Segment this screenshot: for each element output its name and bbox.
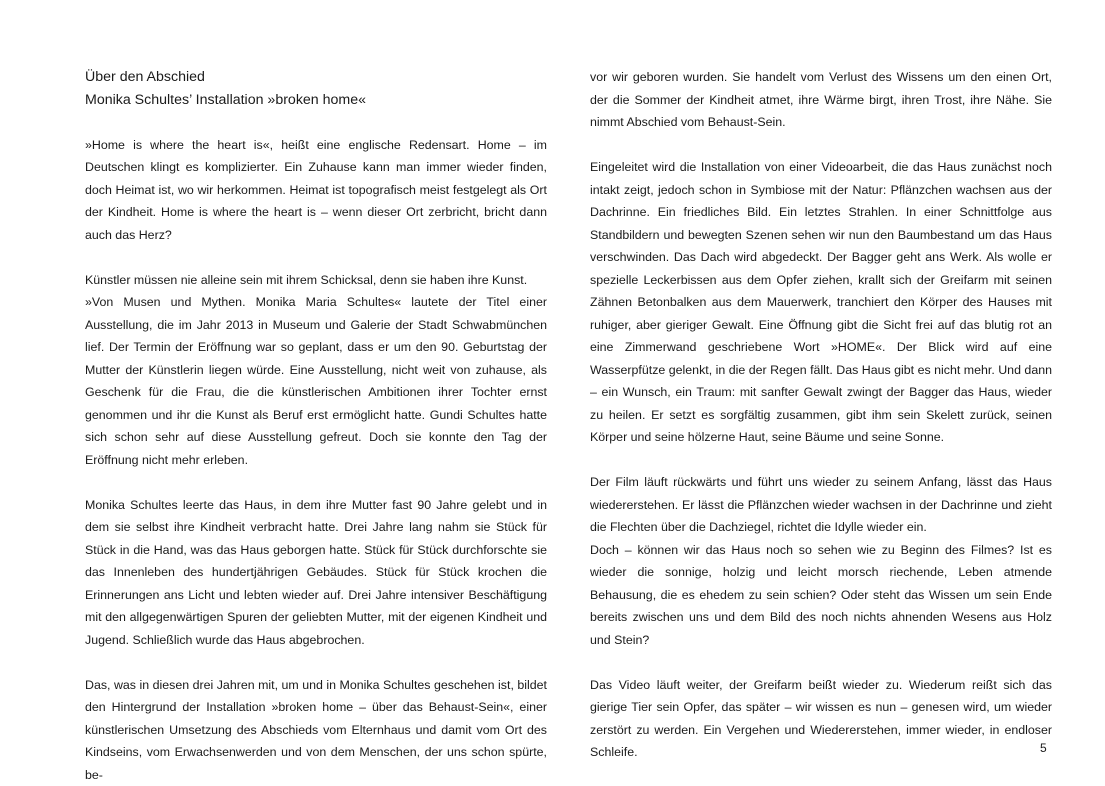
paragraph-verlust: vor wir geboren wurden. Sie handelt vom Verlust des Wissens um den einen Ort, der die Sommer der Kindheit atmet, ihre Wärme birgt, ihren Trost, ihre Nähe. Sie nimmt Abschied vom Behaust-Sein. [590,66,1052,134]
paragraph-frage: Doch – können wir das Haus noch so sehen wie zu Beginn des Filmes? Ist es wieder die sonnige, holzig und leicht morsch riechende, Leben atmende Behausung, die es ehedem zu sein schien? Oder steht das Wissen um sein Ende bereits zwischen uns und dem Bild des noch nichts ahnenden Wesens aus Holz und Stein? [590,539,1052,652]
right-column [590,66,1052,764]
paragraph-home-redensart: »Home is where the heart is«, heißt eine englische Redensart. Home – im Deutschen klingt es komplizierter. Ein Zuhause kann man immer wieder finden, doch Heimat ist, wo wir herkommen. Heimat ist topografisch meist festgelegt als Ort der Kindheit. Home is where the heart is – wenn dieser Ort zerbricht, bricht dann auch das Herz? [85,134,547,247]
paragraph-kuenstler: Künstler müssen nie alleine sein mit ihrem Schicksal, denn sie haben ihre Kunst. [85,269,547,292]
paragraph-haus-leeren: Monika Schultes leerte das Haus, in dem ihre Mutter fast 90 Jahre gelebt und in dem sie selbst ihre Kindheit verbracht hatte. Drei Jahre lang nahm sie Stück für Stück in die Hand, was das Haus geborgen hatte. Stück für Stück durchforschte sie das Innenleben des hundertjährigen Gebäudes. Stück für Stück krochen die Erinnerungen ans Licht und lebten wieder auf. Drei Jahre intensiver Beschäftigung mit den allgegenwärtigen Spuren der geliebten Mutter, mit der eigenen Kindheit und Jugend. Schließlich wurde das Haus abgebrochen. [85,494,547,652]
paragraph-videoarbeit: Eingeleitet wird die Installation von einer Videoarbeit, die das Haus zunächst noch intakt zeigt, jedoch schon in Symbiose mit der Natur: Pflänzchen wachsen aus der Dachrinne. Ein friedliches Bild. Ein letztes Strahlen. In einer Schnittfolge aus Standbildern und bewegten Szenen sehen wir nun den Baumbestand um das Haus verschwinden. Das Dach wird abgedeckt. Der Bagger geht ans Werk. Als wolle er spezielle Leckerbissen aus dem Opfer ziehen, krallt sich der Greifarm mit seinen Zähnen Betonbalken aus dem Mauerwerk, tranchiert den Körper des Hauses mit ruhiger, aber gieriger Gewalt. Eine Öffnung gibt die Sicht frei auf das blutig rot an eine Zimmerwand geschriebene Wort »HOME«. Der Blick wird auf eine Wasserpfütze gelenkt, in die der Regen fällt. Das Haus gibt es nicht mehr. Und dann – ein Wunsch, ein Traum: mit sanfter Gewalt zwingt der Bagger das Haus, wieder zu heilen. Er setzt es sorgfältig zusammen, gibt ihm sein Skelett zurück, seinen Körper und seine hölzerne Haut, seine Bäume und seine Sonne. [590,156,1052,449]
heading-title: Über den Abschied [85,66,547,89]
page-number: 5 [1040,738,1047,758]
article-heading [85,66,547,111]
paragraph-film-rueckwaerts: Der Film läuft rückwärts und führt uns wieder zu seinem Anfang, lässt das Haus wiedererstehen. Er lässt die Pflänzchen wieder wachsen in der Dachrinne und zieht die Flechten über die Dachziegel, richtet die Idylle wieder ein. [590,471,1052,539]
paragraph-ausstellung: »Von Musen und Mythen. Monika Maria Schultes« lautete der Titel einer Ausstellung, die im Jahr 2013 in Museum und Galerie der Stadt Schwabmünchen lief. Der Termin der Eröffnung war so geplant, dass er um den 90. Geburtstag der Mutter der Künstlerin liegen würde. Eine Ausstellung, nicht weit von zuhause, als Geschenk für die Frau, die die künstlerischen Ambitionen ihrer Tochter ernst genommen und ihr die Kunst als Beruf erst ermöglicht hatte. Gundi Schultes hatte sich schon sehr auf diese Ausstellung gefreut. Doch sie konnte den Tag der Eröffnung nicht mehr erleben. [85,291,547,471]
heading-subtitle: Monika Schultes’ Installation »broken home« [85,89,547,112]
paragraph-hintergrund: Das, was in diesen drei Jahren mit, um und in Monika Schultes geschehen ist, bildet den Hintergrund der Installation »broken home – über das Behaust-Sein«, einer künstlerischen Umsetzung des Abschieds vom Elternhaus und damit vom Ort des Kindseins, vom Erwachsenwerden und von dem Menschen, der uns schon spürte, be- [85,674,547,786]
left-column [85,66,547,786]
paragraph-endlose-schleife: Das Video läuft weiter, der Greifarm beißt wieder zu. Wiederum reißt sich das gierige Tier sein Opfer, das später – wir wissen es nun – genesen wird, um wieder zerstört zu werden. Ein Vergehen und Wiedererstehen, immer wieder, in endloser Schleife. [590,674,1052,764]
